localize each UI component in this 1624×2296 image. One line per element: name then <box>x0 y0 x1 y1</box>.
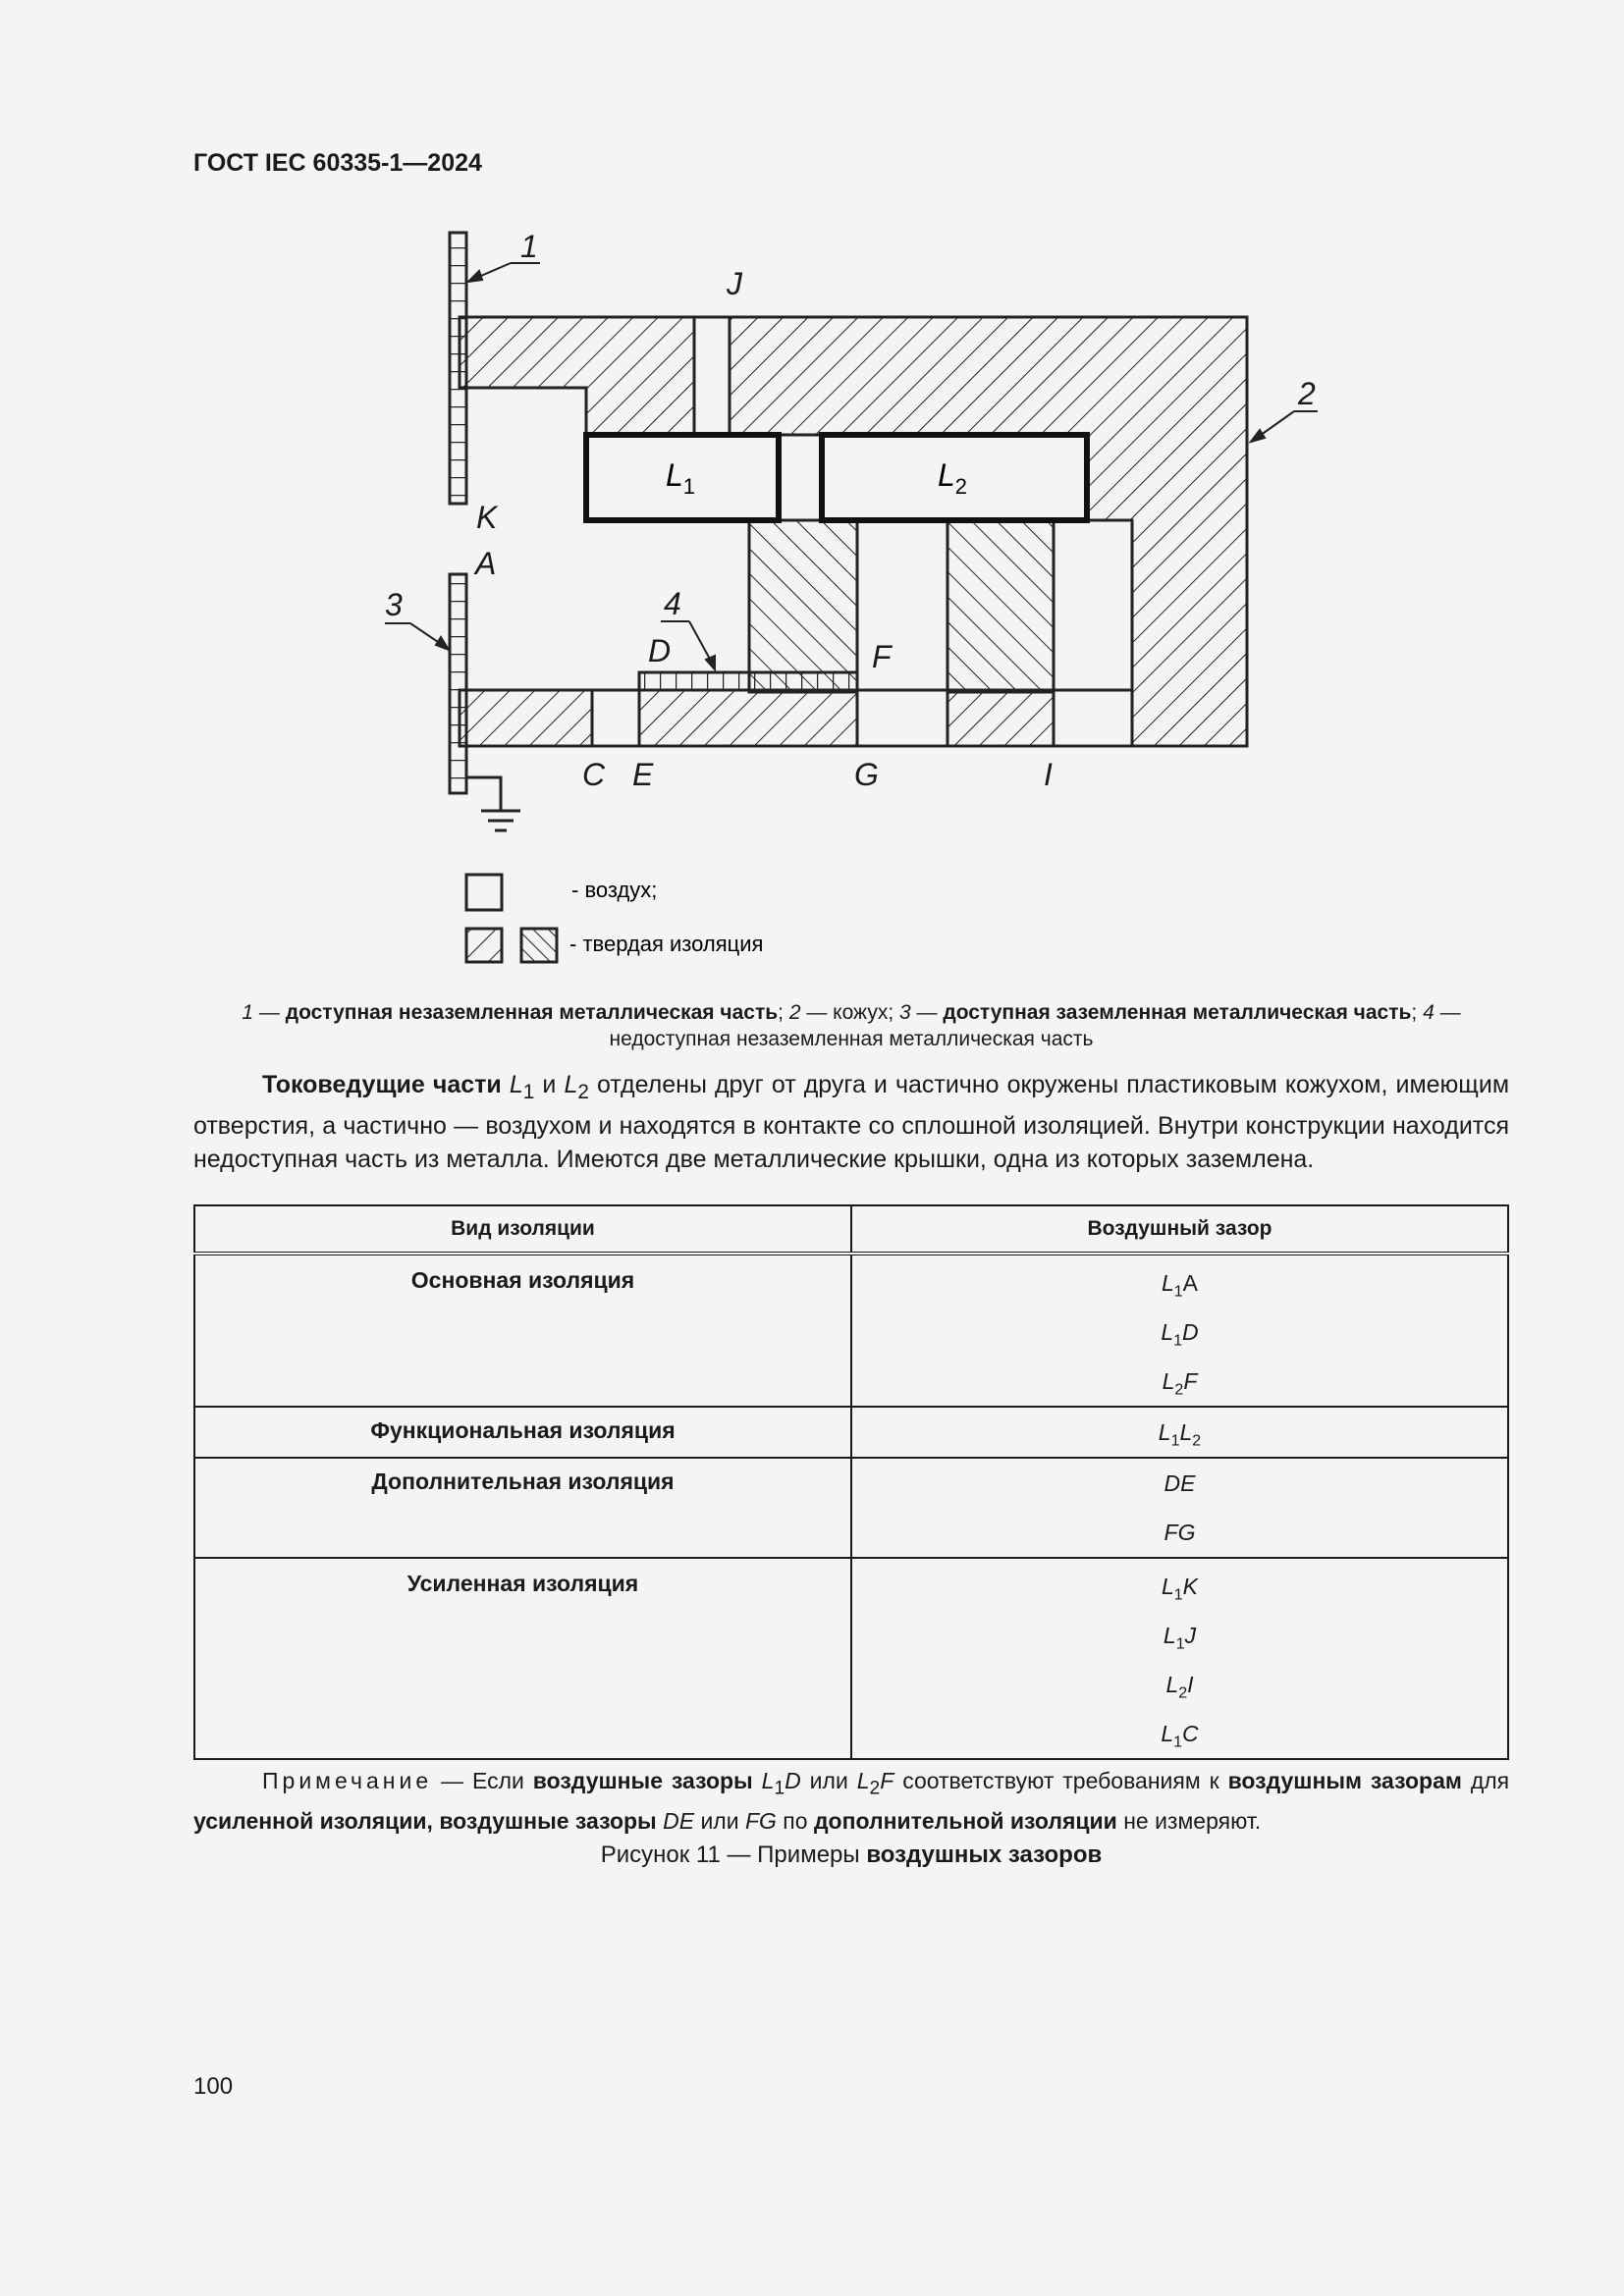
table-row <box>194 1254 1508 1407</box>
note-paragraph: Примечание — Если воздушные зазоры $L_1D$ или $L_2F$ соответствуют требованиям к воздушным зазорам для усиленной изоляции, воздушные зазоры DE или FG по дополнительной изоляции не измеряют. <box>193 1768 1510 1834</box>
label-2: 2 <box>1298 376 1316 411</box>
ground-symbol <box>466 777 520 830</box>
gap-cell: $L_1K$ $L_1J$ $L_2I$ $L_1C$ <box>851 1558 1508 1759</box>
legend-solid-swatch-2 <box>521 929 557 962</box>
col-header-gap: Воздушный зазор <box>851 1205 1508 1254</box>
legend-solid-swatch-1 <box>466 929 502 962</box>
air-gap-j <box>694 317 730 435</box>
label-c: C <box>582 757 606 792</box>
label-i: I <box>1044 757 1053 792</box>
label-a: A <box>475 546 497 581</box>
air-gap-fg <box>857 520 947 746</box>
label-j: J <box>727 266 742 301</box>
air-clearance-diagram <box>0 0 1624 991</box>
air-gap-l1-l2 <box>779 435 822 520</box>
l1-label: $L_1$ <box>666 457 696 499</box>
air-gap-i <box>1054 520 1132 746</box>
gap-cell: $L_1A$ $L_1D$ $L_2F$ <box>851 1254 1508 1407</box>
air-gap-c-e <box>592 690 639 746</box>
label-4: 4 <box>664 586 681 621</box>
label-e: E <box>632 757 654 792</box>
gap-cell: DE FG <box>851 1458 1508 1558</box>
table-row <box>194 1407 1508 1458</box>
legend-solid-label: - твердая изоляция <box>569 932 764 956</box>
table-row <box>194 1558 1508 1759</box>
figure-key: 1 — доступная незаземленная металлическая часть; 2 — кожух; 3 — доступная заземленная металлическая часть; 4 — недоступная незаземленная металлическая часть <box>242 1001 1461 1050</box>
table-row <box>194 1458 1508 1558</box>
legend-air-swatch <box>466 875 502 910</box>
inaccessible-metal-part <box>639 672 857 690</box>
col-header-type: Вид изоляции <box>194 1205 851 1254</box>
l2-label: $L_2$ <box>938 457 968 499</box>
label-1: 1 <box>520 229 538 264</box>
insulation-type: Функциональная изоляция <box>194 1407 851 1458</box>
document-header: ГОСТ IEC 60335-1—2024 <box>193 149 482 177</box>
grounded-metal-cover <box>450 574 466 793</box>
insulation-table <box>193 1204 1509 1760</box>
figure-title: Рисунок 11 — Примеры воздушных зазоров <box>600 1842 1103 1868</box>
label-g: G <box>854 757 879 792</box>
solid-insulation-post-left <box>749 520 857 692</box>
ungrounded-metal-cover <box>450 233 466 504</box>
insulation-type: Усиленная изоляция <box>194 1558 851 1759</box>
description-paragraph: Токоведущие части $L_1$ и $L_2$ отделены друг от друга и частично окружены пластиковым кожухом, имеющим отверстия, а частично — воздухом и находятся в контакте со сплошной изоляцией. Внутри конструкции находится недоступная часть из металла. Имеются две металлические крышки, одна из которых заземлена. <box>193 1071 1510 1173</box>
label-k: K <box>476 500 498 535</box>
gap-cell: $L_1L_2$ <box>851 1407 1508 1458</box>
label-d: D <box>648 633 672 668</box>
solid-insulation-post-right <box>947 520 1054 692</box>
legend-air-label: - воздух; <box>571 878 658 902</box>
label-f: F <box>872 639 892 674</box>
page-number: 100 <box>193 2073 234 2100</box>
label-3: 3 <box>385 587 403 622</box>
insulation-type: Основная изоляция <box>194 1254 851 1407</box>
insulation-type: Дополнительная изоляция <box>194 1458 851 1558</box>
